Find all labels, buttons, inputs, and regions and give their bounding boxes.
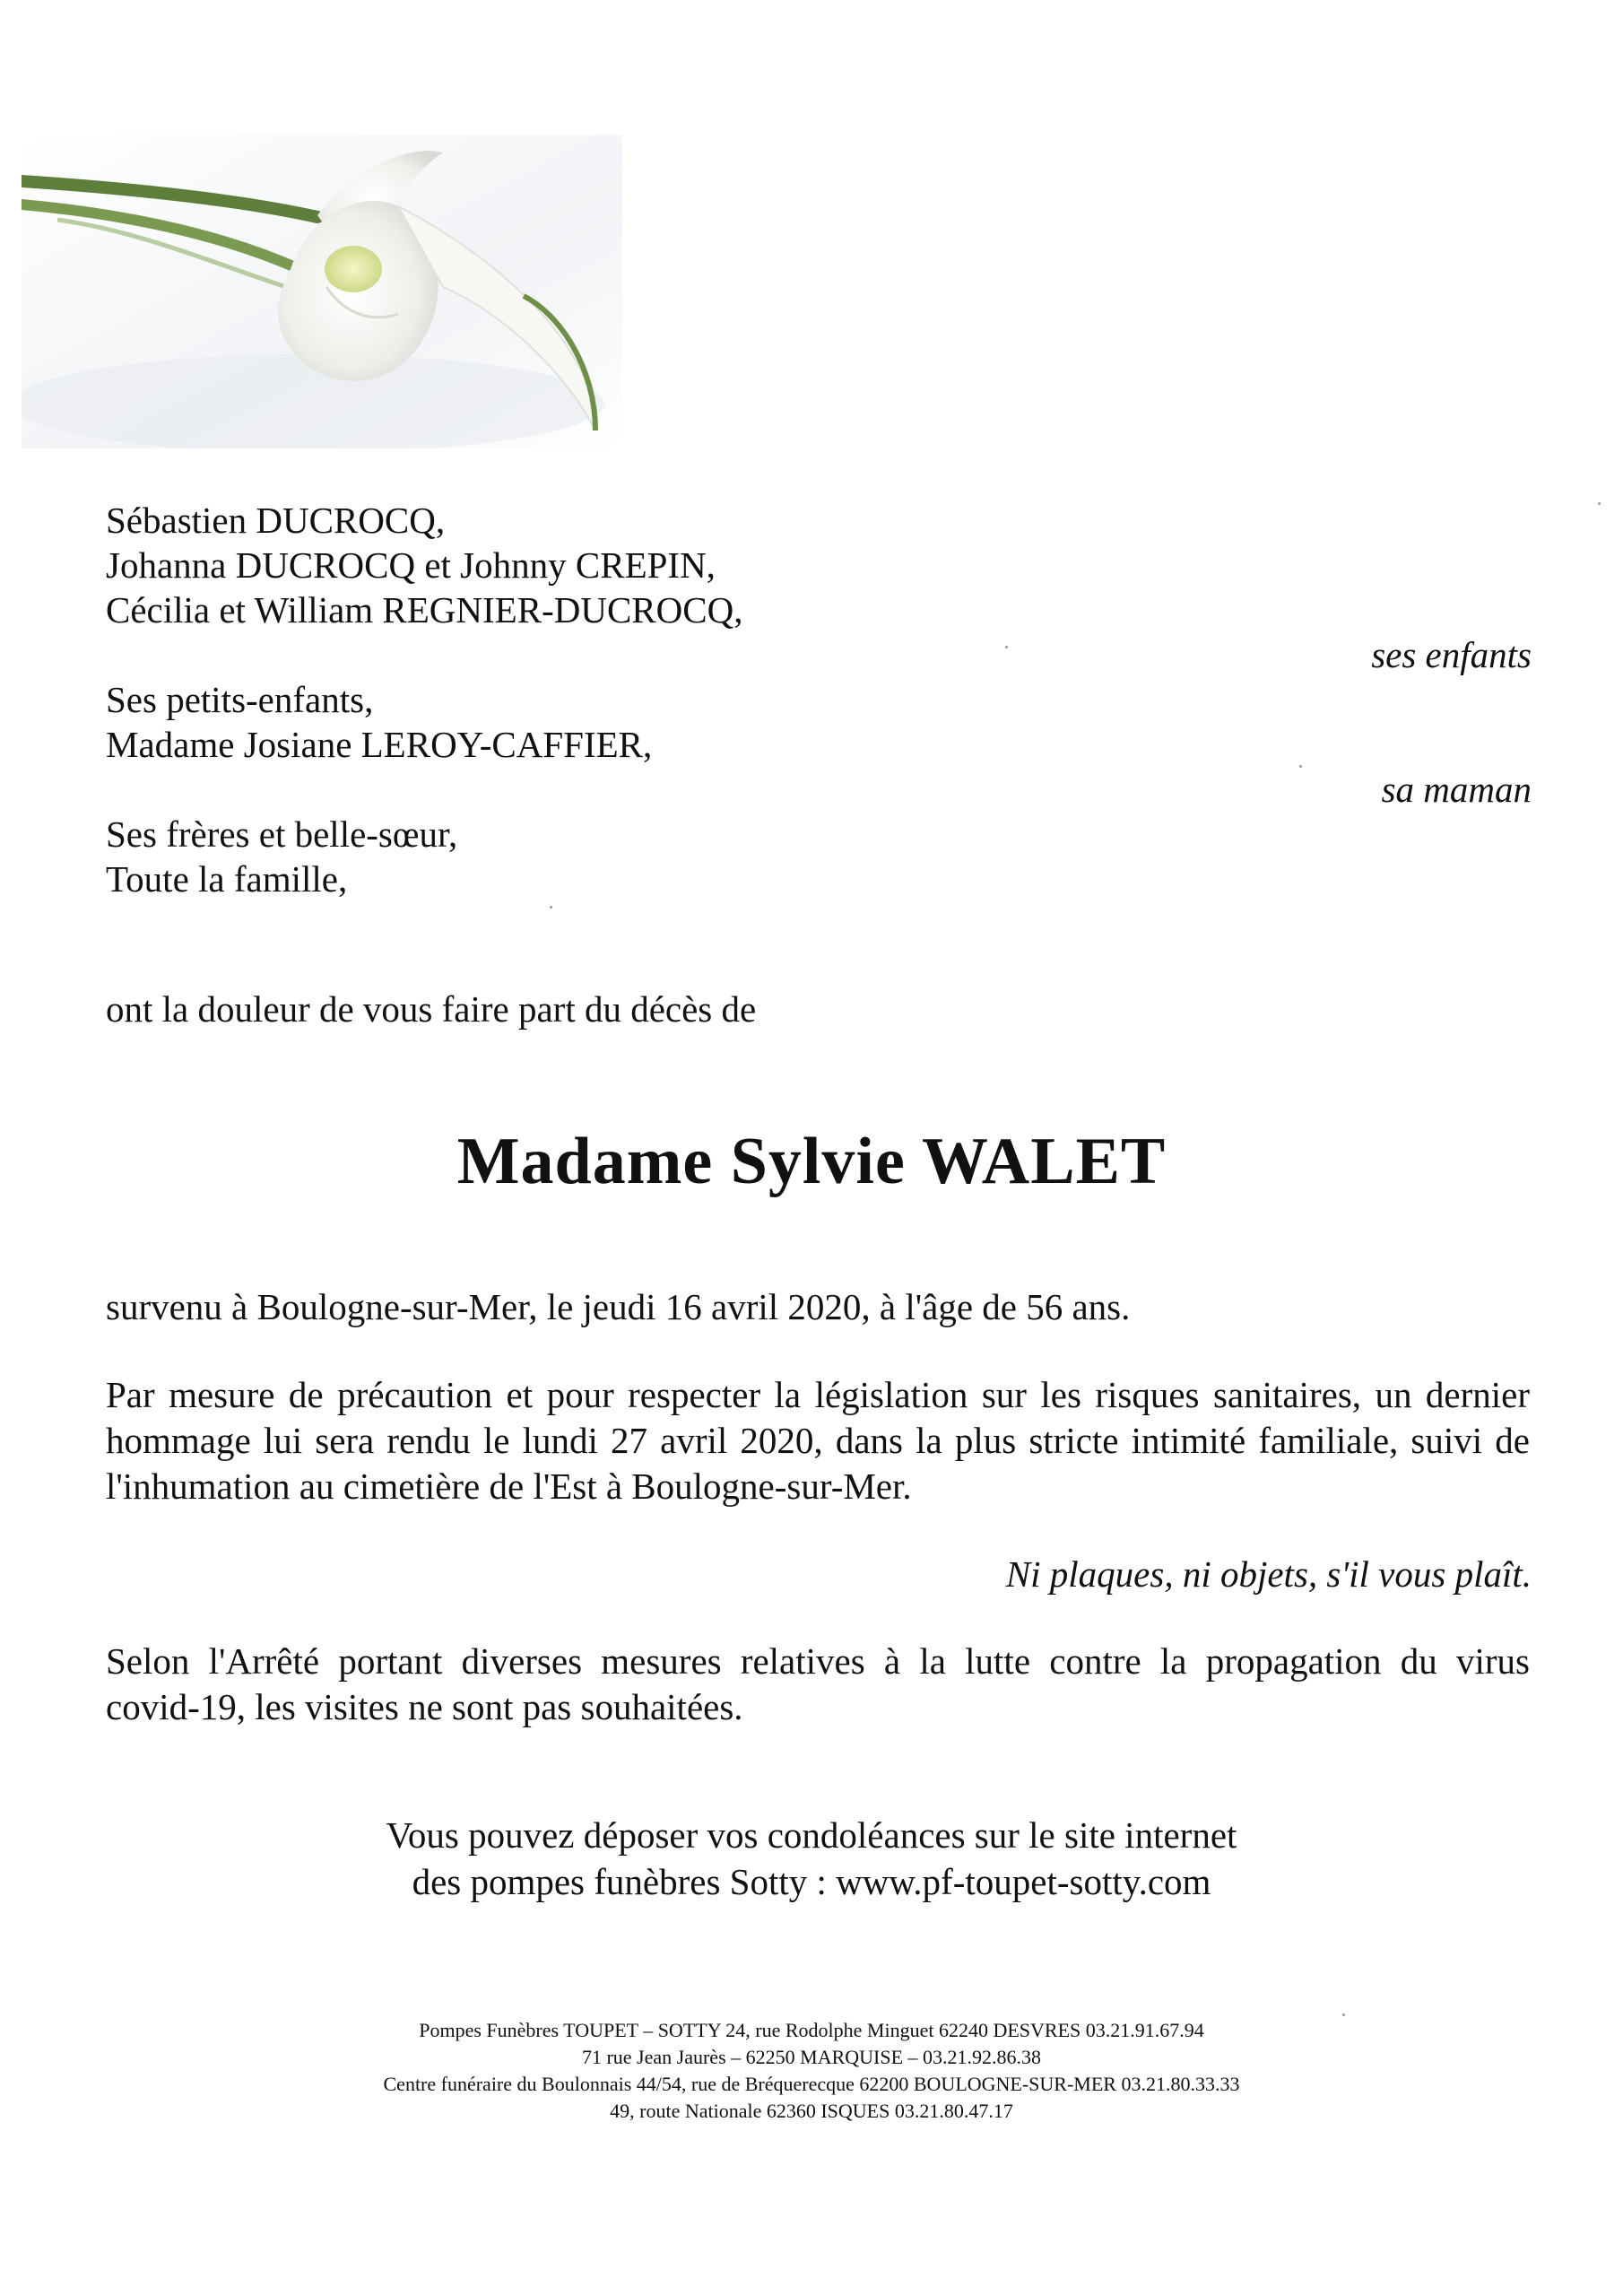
ceremony-line-3: l'inhumation au cimetière de l'Est à Boulogne-sur-Mer. xyxy=(106,1465,912,1507)
death-details: survenu à Boulogne-sur-Mer, le jeudi 16 avril 2020, à l'âge de 56 ans. xyxy=(106,1286,1131,1327)
ceremony-line-1: Par mesure de précaution et pour respecter la législation sur les risques sanitaires, un dernier xyxy=(106,1374,1530,1415)
footer-line-1: Pompes Funèbres TOUPET – SOTTY 24, rue Rodolphe Minguet 62240 DESVRES 03.21.91.67.94 xyxy=(419,2019,1204,2041)
scan-speck xyxy=(550,906,552,909)
role-children: ses enfants xyxy=(1371,634,1532,675)
scan-speck xyxy=(1342,2013,1345,2016)
scan-speck xyxy=(1598,502,1601,505)
mother-line: Madame Josiane LEROY-CAFFIER, xyxy=(106,724,653,765)
covid-notice-line-2: covid-19, les visites ne sont pas souhaitées. xyxy=(106,1686,743,1727)
grandchildren-line: Ses petits-enfants, xyxy=(106,679,374,720)
footer-line-2: 71 rue Jean Jaurès – 62250 MARQUISE – 03.21.92.86.38 xyxy=(581,2046,1042,2068)
scan-speck xyxy=(1005,646,1008,648)
announcement-line: ont la douleur de vous faire part du décès de xyxy=(106,988,757,1030)
all-family-line: Toute la famille, xyxy=(106,858,348,900)
no-flowers-note: Ni plaques, ni objets, s'il vous plaît. xyxy=(1005,1553,1532,1595)
role-mother: sa maman xyxy=(1381,769,1532,810)
siblings-line: Ses frères et belle-sœur, xyxy=(106,813,458,855)
ceremony-line-2: hommage lui sera rendu le lundi 27 avril 2020, dans la plus stricte intimité familiale, suivi de xyxy=(106,1420,1530,1461)
footer-line-4: 49, route Nationale 62360 ISQUES 03.21.80.47.17 xyxy=(610,2100,1013,2122)
condolences-line-1: Vous pouvez déposer vos condoléances sur le site internet xyxy=(386,1814,1237,1856)
family-line-2: Johanna DUCROCQ et Johnny CREPIN, xyxy=(106,544,716,586)
family-line-3: Cécilia et William REGNIER-DUCROCQ, xyxy=(106,589,743,631)
deceased-name: Madame Sylvie WALET xyxy=(456,1125,1167,1198)
calla-lily-image xyxy=(22,135,622,448)
footer-line-3: Centre funéraire du Boulonnais 44/54, rue de Bréquerecque 62200 BOULOGNE-SUR-MER 03.21.80.33.33 xyxy=(383,2073,1240,2095)
condolences-line-2: des pompes funèbres Sotty : www.pf-toupet-sotty.com xyxy=(412,1861,1211,1902)
covid-notice-line-1: Selon l'Arrêté portant diverses mesures relatives à la lutte contre la propagation du virus xyxy=(106,1640,1530,1682)
family-line-1: Sébastien DUCROCQ, xyxy=(106,500,446,541)
scan-speck xyxy=(1299,765,1302,768)
